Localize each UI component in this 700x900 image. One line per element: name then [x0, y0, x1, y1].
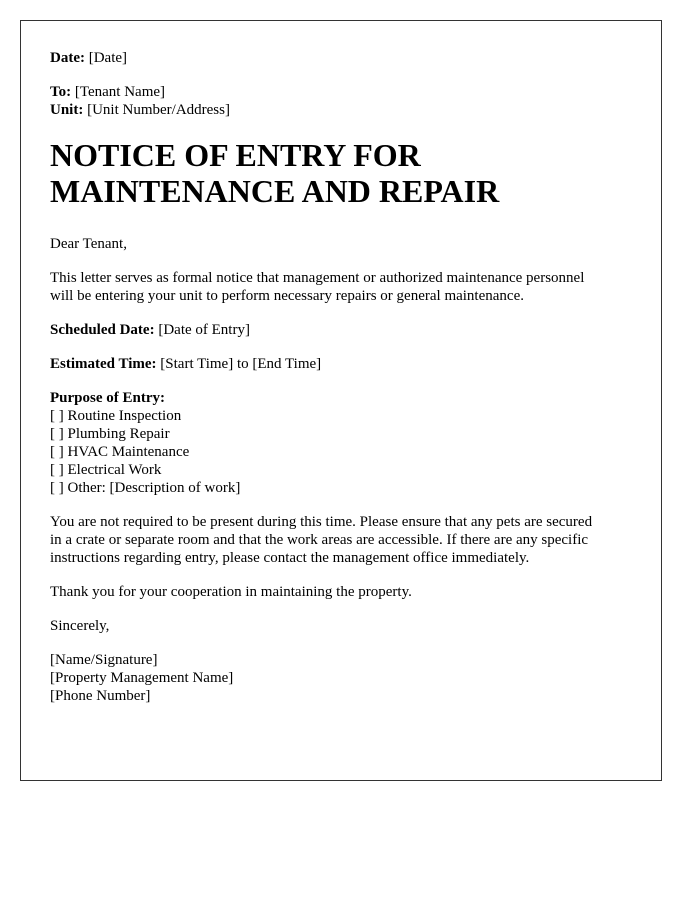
instructions-line-1: You are not required to be present during this time. Please ensure that any pets are secured [50, 514, 593, 530]
scheduled-date-value: [Date of Entry] [158, 322, 250, 338]
purpose-item: [ ] Other: [Description of work] [50, 480, 241, 496]
scheduled-date-label: Scheduled Date: [50, 322, 155, 338]
estimated-time-line [50, 355, 632, 373]
unit-label: Unit: [50, 102, 84, 118]
purpose-item: [ ] HVAC Maintenance [50, 444, 190, 460]
unit-line [50, 101, 632, 119]
thanks-line: Thank you for your cooperation in maintaining the property. [50, 584, 412, 600]
document-title [50, 137, 632, 209]
signature-company: [Property Management Name] [50, 670, 234, 686]
instructions-line-3: instructions regarding entry, please contact the management office immediately. [50, 550, 530, 566]
to-value: [Tenant Name] [74, 84, 166, 100]
scheduled-date-line [50, 321, 632, 339]
estimated-time-label: Estimated Time: [50, 356, 157, 372]
intro-line-2: will be entering your unit to perform necessary repairs or general maintenance. [50, 288, 524, 304]
estimated-time-value: [Start Time] to [End Time] [160, 356, 322, 372]
closing-line: Sincerely, [50, 618, 110, 634]
date-label: Date: [50, 50, 85, 66]
to-line [50, 83, 632, 101]
title-line-2: MAINTENANCE AND REPAIR [50, 173, 500, 209]
purpose-item: [ ] Electrical Work [50, 462, 162, 478]
purpose-of-entry [50, 389, 632, 497]
signature-name: [Name/Signature] [50, 652, 158, 668]
purpose-item: [ ] Plumbing Repair [50, 426, 170, 442]
instructions-paragraph [50, 513, 632, 567]
greeting: Dear Tenant, [50, 236, 127, 252]
title-line-1: NOTICE OF ENTRY FOR [50, 137, 421, 173]
intro-line-1: This letter serves as formal notice that management or authorized maintenance personnel [50, 270, 585, 286]
recipient-block [50, 83, 632, 119]
instructions-line-2: in a crate or separate room and that the work areas are accessible. If there are any specific [50, 532, 589, 548]
date-line [50, 49, 632, 67]
to-label: To: [50, 84, 72, 100]
purpose-label: Purpose of Entry: [50, 390, 165, 406]
letter-page [20, 20, 662, 781]
intro-paragraph [50, 269, 632, 305]
purpose-item: [ ] Routine Inspection [50, 408, 182, 424]
date-value: [Date] [88, 50, 128, 66]
signature-phone: [Phone Number] [50, 688, 151, 704]
unit-value: [Unit Number/Address] [87, 102, 230, 118]
signature-block [50, 651, 632, 705]
